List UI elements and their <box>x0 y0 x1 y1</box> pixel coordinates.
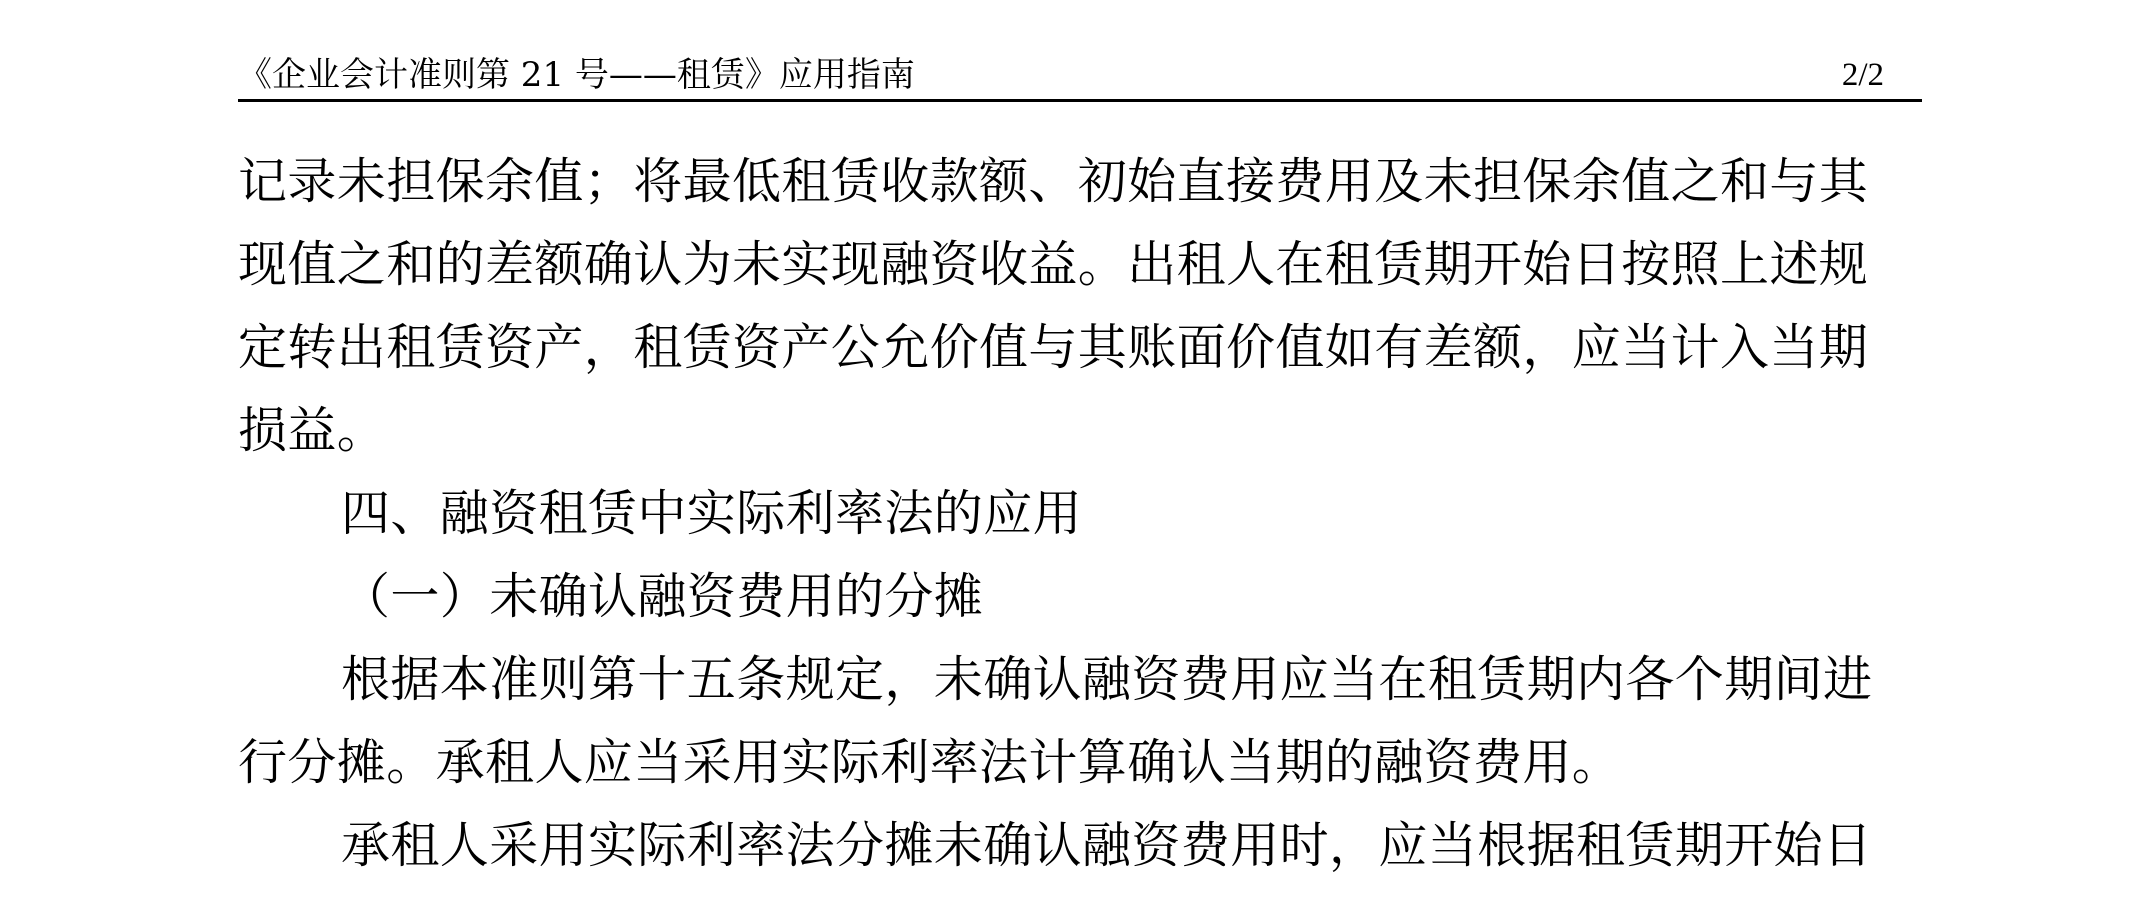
section-heading: 四、融资租赁中实际利率法的应用 <box>341 485 1083 542</box>
document-title: 《企业会计准则第 21 号——租赁》应用指南 <box>238 55 915 95</box>
paragraph-line: 承租人采用实际利率法分摊未确认融资费用时，应当根据租赁期开始日 <box>341 817 1873 874</box>
paragraph-line: 行分摊。承租人应当采用实际利率法计算确认当期的融资费用。 <box>238 734 1622 791</box>
paragraph-line: 现值之和的差额确认为未实现融资收益。出租人在租赁期开始日按照上述规 <box>238 236 1869 293</box>
paragraph-line: 损益。 <box>238 402 387 459</box>
subsection-heading: （一）未确认融资费用的分摊 <box>341 568 984 625</box>
paragraph-line: 根据本准则第十五条规定，未确认融资费用应当在租赁期内各个期间进 <box>341 651 1873 708</box>
paragraph-line: 定转出租赁资产，租赁资产公允价值与其账面价值如有差额，应当计入当期 <box>238 319 1869 376</box>
document-body <box>238 140 1922 887</box>
page-number: 2/2 <box>1841 57 1884 93</box>
page-header <box>238 50 1922 102</box>
paragraph-line: 记录未担保余值；将最低租赁收款额、初始直接费用及未担保余值之和与其 <box>238 153 1869 210</box>
